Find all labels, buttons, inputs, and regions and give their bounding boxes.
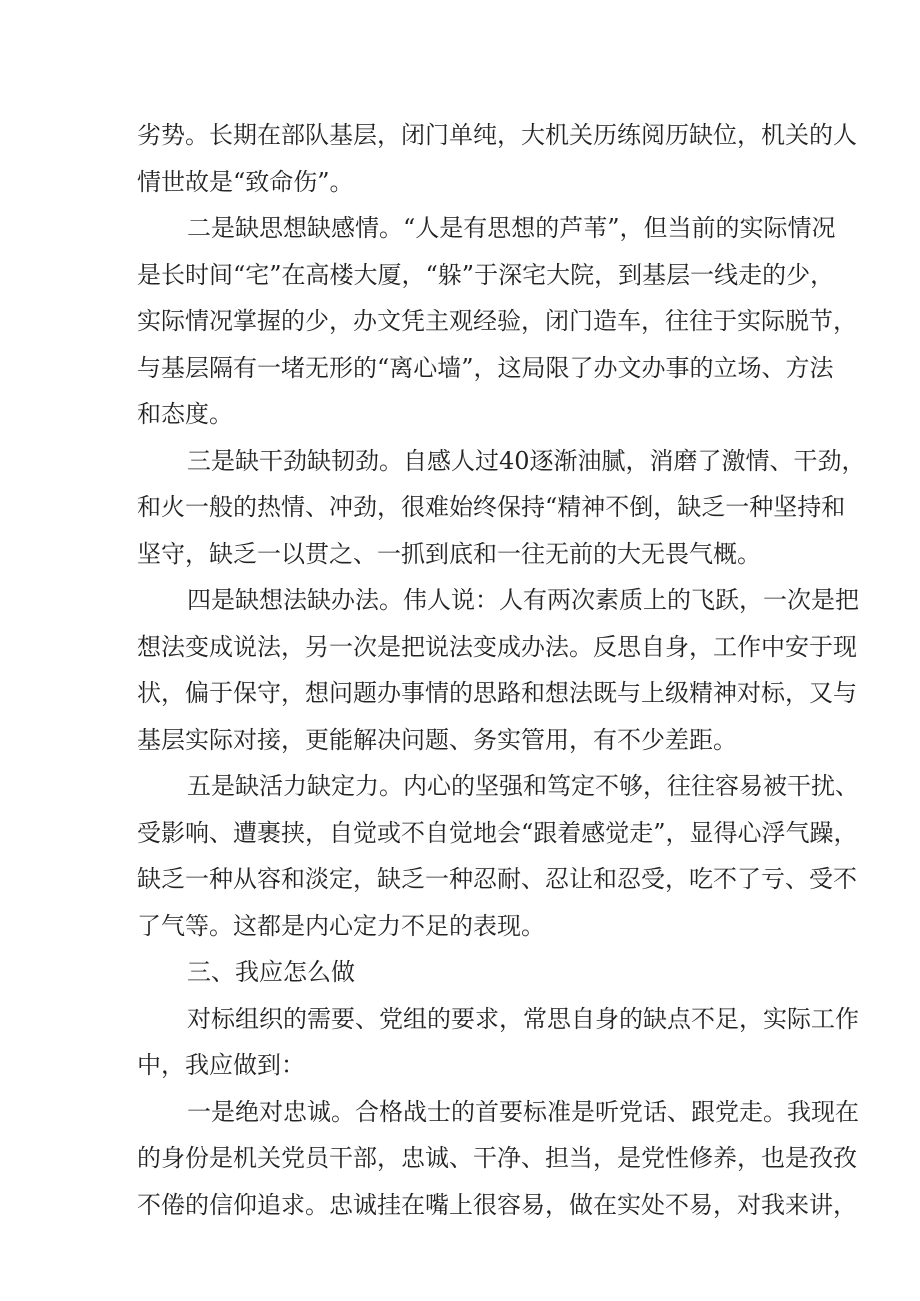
text-line: 了气等。这都是内心定力不足的表现。 — [137, 911, 545, 940]
text-line: 劣势。长期在部队基层，闭门单纯，大机关历练阅历缺位，机关的人 — [137, 121, 857, 149]
text-line: 和火一般的热情、冲劲，很难始终保持“精神不倒，缺乏一种坚持和 — [137, 493, 846, 521]
paragraph-first-line: 二是缺思想缺感情。“人是有思想的芦苇”，但当前的实际情况 — [187, 214, 836, 242]
text-line: 状，偏于保守，想问题办事情的思路和想法既与上级精神对标，又与 — [137, 679, 857, 707]
paragraph-first-line: 四是缺想法缺办法。伟人说：人有两次素质上的飞跃，一次是把 — [187, 586, 859, 614]
body-text — [137, 112, 866, 1228]
text-line: 是长时间“宅”在高楼大厦，“躲”于深宅大院，到基层一线走的少， — [137, 260, 835, 289]
paragraph-first-line: 对标组织的需要、党组的要求，常思自身的缺点不足，实际工作 — [187, 1004, 859, 1033]
paragraph-first-line: 三是缺干劲缺韧劲。自感人过40逐渐油腻，消磨了激情、干劲， — [187, 446, 866, 475]
text-line: 缺乏一种从容和淡定，缺乏一种忍耐、忍让和忍受，吃不了亏、受不 — [137, 865, 857, 893]
text-line: 和态度。 — [137, 400, 233, 428]
text-line: 的身份是机关党员干部，忠诚、干净、担当，是党性修养，也是孜孜 — [137, 1144, 857, 1172]
text-line: 基层实际对接，更能解决问题、务实管用，有不少差距。 — [137, 725, 737, 754]
text-line: 情世故是“致命伤”。 — [137, 167, 354, 196]
text-line: 与基层隔有一堵无形的“离心墙”，这局限了办文办事的立场、方法 — [137, 353, 834, 382]
text-line: 中，我应做到： — [137, 1051, 305, 1079]
text-line: 想法变成说法，另一次是把说法变成办法。反思自身，工作中安于现 — [137, 632, 857, 661]
text-line: 实际情况掌握的少，办文凭主观经验，闭门造车，往往于实际脱节， — [137, 307, 857, 335]
text-line: 不倦的信仰追求。忠诚挂在嘴上很容易，做在实处不易，对我来讲， — [137, 1190, 857, 1219]
paragraph-first-line: 五是缺活力缺定力。内心的坚强和笃定不够，往往容易被干扰、 — [187, 772, 859, 800]
paragraph-first-line: 一是绝对忠诚。合格战士的首要标准是听党话、跟党走。我现在 — [187, 1097, 859, 1126]
text-line: 坚守，缺乏一以贯之、一抓到底和一往无前的大无畏气概。 — [137, 539, 761, 568]
text-line: 受影响、遭裹挟，自觉或不自觉地会“跟着感觉走”，显得心浮气躁， — [137, 818, 858, 847]
section-heading: 三、我应怎么做 — [187, 958, 355, 986]
